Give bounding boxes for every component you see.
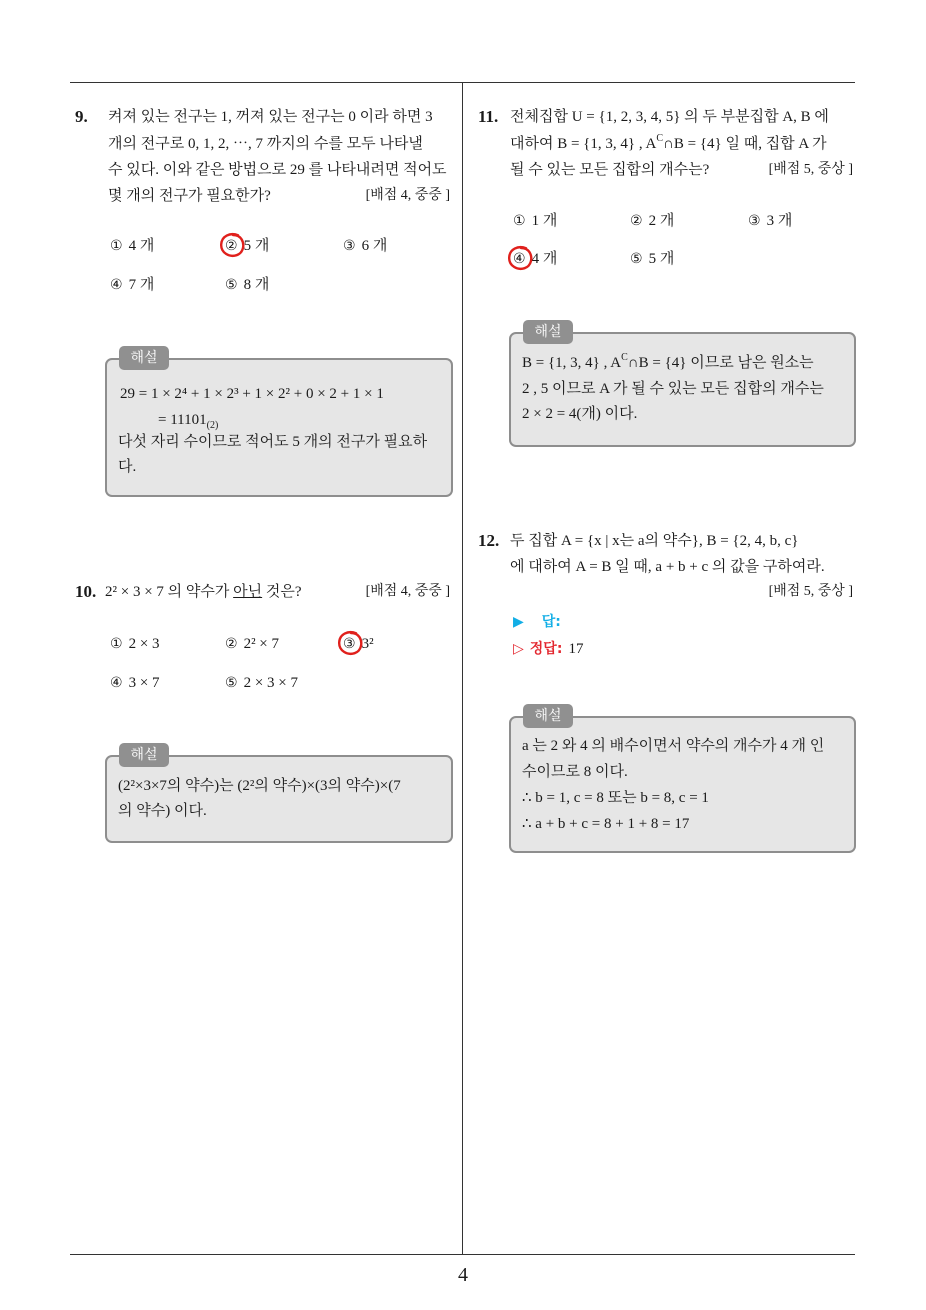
stem-text: 대하여 B = {1, 3, 4} , A xyxy=(510,136,657,152)
solution-text-line xyxy=(522,353,814,373)
choice-2 xyxy=(630,211,674,231)
equation-value: = 11101 xyxy=(158,412,207,428)
choice-marker: ③ xyxy=(343,634,356,654)
choice-marker: ① xyxy=(513,213,526,229)
choice-marker: ⑤ xyxy=(225,277,238,293)
correct-answer-value: 17 xyxy=(568,641,584,657)
choice-text: 8 개 xyxy=(243,277,270,293)
choice-5 xyxy=(225,275,269,295)
correct-triangle-icon: ▷ xyxy=(513,641,524,657)
question-stem-line: 수 있다. 이와 같은 방법으로 29 를 나타내려면 적어도 xyxy=(108,162,447,178)
choice-text: 1 개 xyxy=(531,213,558,229)
choice-marker: ④ xyxy=(110,675,123,691)
question-stem-line xyxy=(105,582,302,602)
question-stem-line: 개의 전구로 0, 1, 2, ⋯, 7 까지의 수를 모두 나타낼 xyxy=(108,136,423,152)
choice-marker: ③ xyxy=(748,213,761,229)
score-label: [배점 4, 중중 ] xyxy=(365,188,450,203)
question-stem-line xyxy=(510,134,827,154)
stem-text: 것은? xyxy=(262,584,302,600)
question-number: 12. xyxy=(478,531,500,550)
choice-marker: ① xyxy=(110,238,123,254)
choice-text: 4 개 xyxy=(531,251,558,267)
choice-text: 2 × 3 xyxy=(128,636,160,652)
choice-4 xyxy=(110,673,160,693)
choice-marker: ② xyxy=(225,236,238,256)
choice-text: 3 개 xyxy=(766,213,793,229)
solution-text-line: ∴ a + b + c = 8 + 1 + 8 = 17 xyxy=(522,816,690,832)
base-subscript: (2) xyxy=(206,420,219,431)
choice-1 xyxy=(110,634,160,654)
question-stem-line: 에 대하여 A = B 일 때, a + b + c 의 값을 구하여라. xyxy=(510,559,825,575)
choice-2 xyxy=(225,236,269,256)
correct-answer-label: 정답: xyxy=(529,641,563,657)
choice-1 xyxy=(110,236,154,256)
choice-marker: ① xyxy=(110,636,123,652)
solution-text-line: 다. xyxy=(118,459,137,475)
choice-text: 2² × 7 xyxy=(243,636,280,652)
choice-text: 3² xyxy=(361,636,374,652)
answer-circle-mark xyxy=(218,231,246,259)
choice-4 xyxy=(110,275,154,295)
stem-underlined-text: 아닌 xyxy=(233,584,263,600)
score-label: [배점 4, 중중 ] xyxy=(365,584,450,599)
choice-5 xyxy=(225,673,298,693)
score-label: [배점 5, 중상 ] xyxy=(768,584,853,599)
choice-3 xyxy=(343,236,387,256)
answer-row xyxy=(513,612,561,632)
solution-text-line: 수이므로 8 이다. xyxy=(522,764,628,780)
choice-text: 2 개 xyxy=(648,213,675,229)
solution-text-line: 의 약수) 이다. xyxy=(118,803,207,819)
question-stem-line: 전체집합 U = {1, 2, 3, 4, 5} 의 두 부분집합 A, B 에 xyxy=(510,109,829,125)
complement-superscript: C xyxy=(621,352,628,363)
answer-circle-mark xyxy=(336,629,364,657)
choice-text: 5 개 xyxy=(243,238,270,254)
choice-1 xyxy=(513,211,557,231)
choice-text: 2 × 3 × 7 xyxy=(243,675,298,691)
choice-marker: ③ xyxy=(343,238,356,254)
solution-text-line: (2²×3×7의 약수)는 (2²의 약수)×(3의 약수)×(7 xyxy=(118,778,401,794)
solution-text: B = {1, 3, 4} , A xyxy=(522,355,622,371)
choice-3 xyxy=(748,211,792,231)
solution-text-line: a 는 2 와 4 의 배수이면서 약수의 개수가 4 개 인 xyxy=(522,738,825,754)
stem-text: ∩B = {4} 일 때, 집합 A 가 xyxy=(663,136,827,152)
solution-tab: 해설 xyxy=(119,743,169,767)
solution-text: ∩B = {4} 이므로 남은 원소는 xyxy=(627,355,814,371)
question-number: 10. xyxy=(75,582,97,601)
complement-superscript: C xyxy=(656,133,664,144)
bottom-rule xyxy=(70,1254,855,1255)
choice-marker: ⑤ xyxy=(225,675,238,691)
question-number: 11. xyxy=(478,107,499,126)
question-stem-line: 몇 개의 전구가 필요한가? xyxy=(108,188,271,204)
choice-text: 3 × 7 xyxy=(128,675,160,691)
column-divider xyxy=(462,83,463,1255)
solution-tab: 해설 xyxy=(523,320,573,344)
solution-text-line: ∴ b = 1, c = 8 또는 b = 8, c = 1 xyxy=(522,790,709,806)
answer-circle-mark xyxy=(506,244,534,272)
choice-text: 5 개 xyxy=(648,251,675,267)
solution-box xyxy=(105,755,453,843)
solution-tab: 해설 xyxy=(523,704,573,728)
choice-4 xyxy=(513,249,557,269)
page-number: 4 xyxy=(458,1264,468,1286)
choice-marker: ④ xyxy=(513,249,526,269)
solution-text-line: 2 × 2 = 4(개) 이다. xyxy=(522,406,638,422)
solution-text-line: 다섯 자리 수이므로 적어도 5 개의 전구가 필요하 xyxy=(118,434,428,450)
solution-text-line: 2 , 5 이므로 A 가 될 수 있는 모든 집합의 개수는 xyxy=(522,381,824,397)
answer-triangle-icon: ▶ xyxy=(513,614,524,630)
choice-text: 4 개 xyxy=(128,238,155,254)
question-stem-line: 될 수 있는 모든 집합의 개수는? xyxy=(510,162,710,178)
question-number: 9. xyxy=(75,107,88,126)
answer-label: 답: xyxy=(541,614,561,630)
choice-3 xyxy=(343,634,374,654)
choice-5 xyxy=(630,249,674,269)
choice-marker: ② xyxy=(630,213,643,229)
choice-marker: ② xyxy=(225,636,238,652)
solution-equation xyxy=(158,410,218,430)
choice-2 xyxy=(225,634,279,654)
choice-text: 7 개 xyxy=(128,277,155,293)
question-stem-line: 켜져 있는 전구는 1, 꺼져 있는 전구는 0 이라 하면 3 xyxy=(108,109,433,125)
solution-tab: 해설 xyxy=(119,346,169,370)
score-label: [배점 5, 중상 ] xyxy=(768,162,853,177)
stem-text: 2² × 3 × 7 의 약수가 xyxy=(105,584,234,600)
choice-marker: ⑤ xyxy=(630,251,643,267)
solution-equation: 29 = 1 × 2⁴ + 1 × 2³ + 1 × 2² + 0 × 2 + 1 × 1 xyxy=(120,386,384,402)
choice-text: 6 개 xyxy=(361,238,388,254)
question-stem-line: 두 집합 A = {x | x는 a의 약수}, B = {2, 4, b, c} xyxy=(510,533,799,549)
choice-marker: ④ xyxy=(110,277,123,293)
correct-answer-row xyxy=(513,639,583,659)
